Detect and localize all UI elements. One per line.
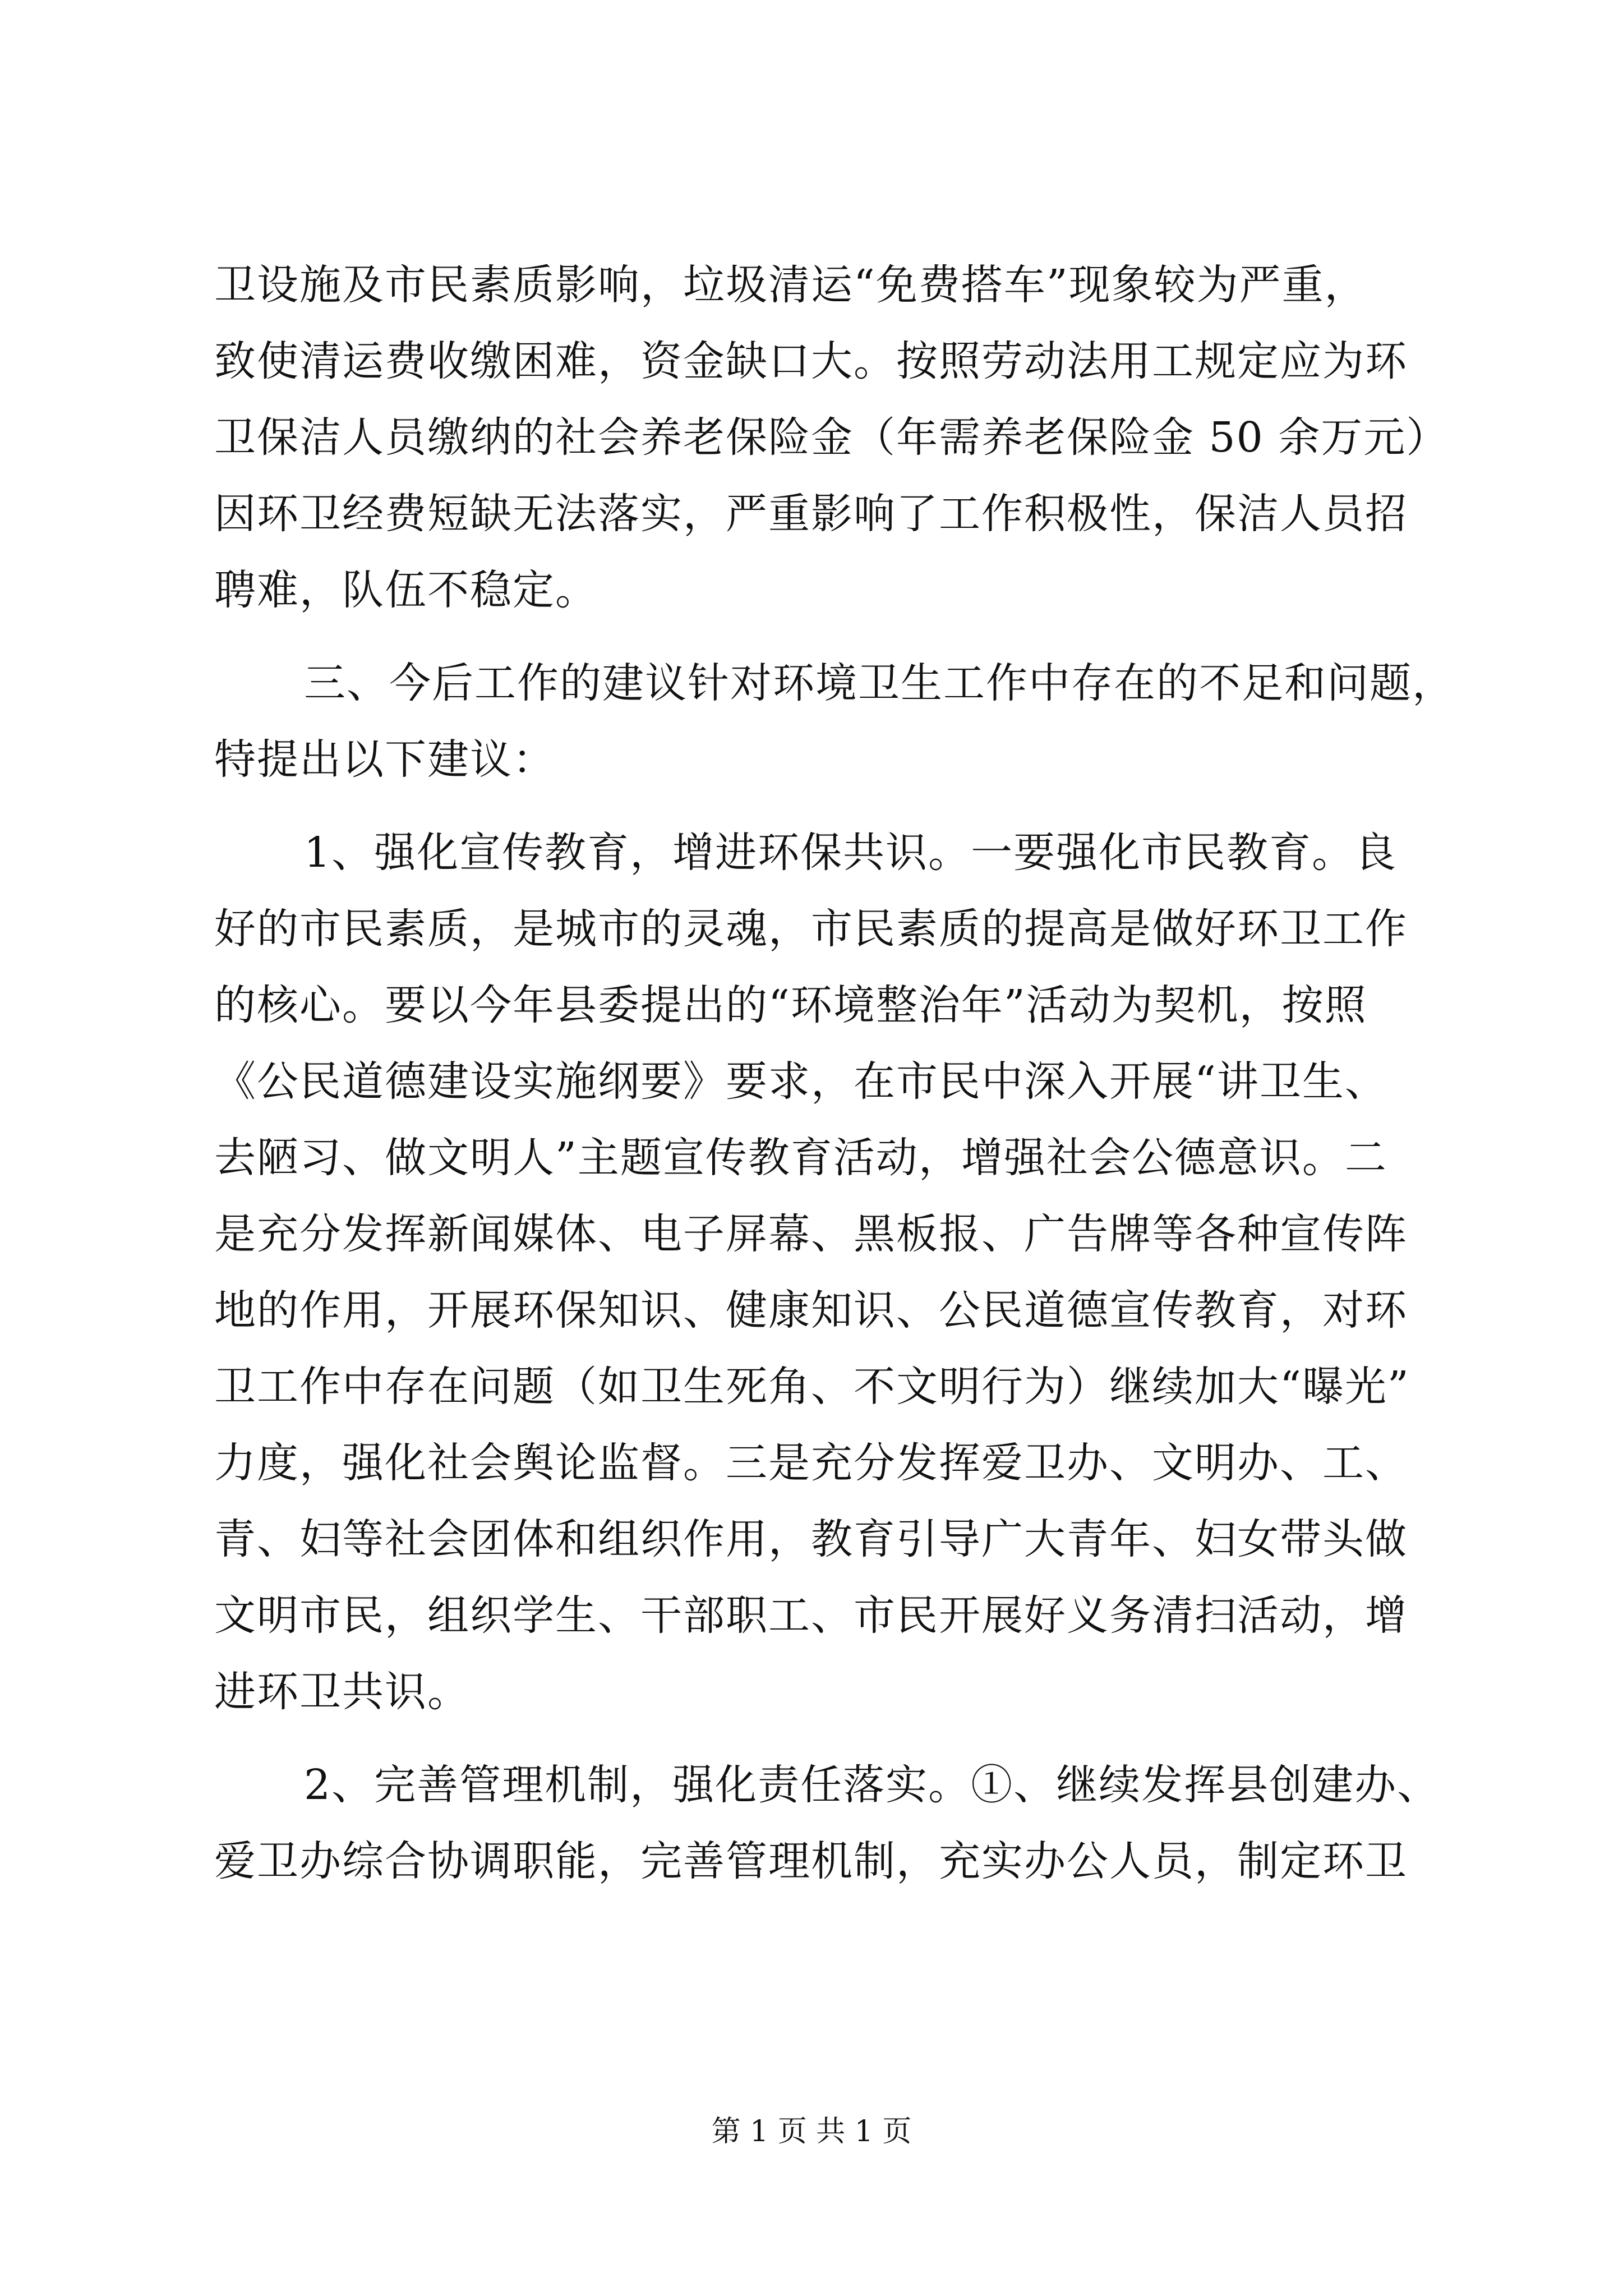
text-line: 去陋习、做文明人”主题宣传教育活动，增强社会公德意识。二 bbox=[214, 1134, 1387, 1182]
text-line: 的核心。要以今年县委提出的“环境整治年”活动为契机，按照 bbox=[214, 981, 1367, 1029]
text-line: 因环卫经费短缺无法落实，严重影响了工作积极性，保洁人员招 bbox=[214, 490, 1408, 538]
text-line: 好的市民素质，是城市的灵魂，市民素质的提高是做好环卫工作 bbox=[214, 905, 1408, 953]
text-line: 致使清运费收缴困难，资金缺口大。按照劳动法用工规定应为环 bbox=[214, 337, 1408, 385]
text-line: 文明市民，组织学生、干部职工、市民开展好义务清扫活动，增 bbox=[214, 1591, 1408, 1640]
text-line: 卫设施及市民素质影响，垃圾清运“免费搭车”现象较为严重， bbox=[214, 261, 1367, 309]
text-line: 三、今后工作的建议针对环境卫生工作中存在的不足和问题， bbox=[304, 659, 1455, 707]
text-line: 《公民道德建设实施纲要》要求，在市民中深入开展“讲卫生、 bbox=[214, 1057, 1387, 1106]
text-line: 力度，强化社会舆论监督。三是充分发挥爱卫办、文明办、工、 bbox=[214, 1439, 1408, 1487]
text-line: 爱卫办综合协调职能，完善管理机制，充实办公人员，制定环卫 bbox=[214, 1837, 1408, 1885]
page-number-footer: 第 1 页 共 1 页 bbox=[711, 2115, 912, 2148]
text-line: 特提出以下建议： bbox=[214, 735, 555, 784]
text-line: 卫保洁人员缴纳的社会养老保险金（年需养老保险金 50 余万元） bbox=[214, 413, 1449, 462]
text-line: 聘难，队伍不稳定。 bbox=[214, 566, 598, 614]
text-line: 进环卫共识。 bbox=[214, 1668, 470, 1716]
text-line: 卫工作中存在问题（如卫生死角、不文明行为）继续加大“曝光” bbox=[214, 1363, 1410, 1411]
text-line: 青、妇等社会团体和组织作用，教育引导广大青年、妇女带头做 bbox=[214, 1515, 1408, 1563]
text-line: 2、完善管理机制，强化责任落实。①、继续发挥县创建办、 bbox=[304, 1761, 1440, 1809]
body-text bbox=[214, 247, 1455, 1899]
text-line: 是充分发挥新闻媒体、电子屏幕、黑板报、广告牌等各种宣传阵 bbox=[214, 1210, 1408, 1258]
text-line: 1、强化宣传教育，增进环保共识。一要强化市民教育。良 bbox=[304, 829, 1398, 877]
text-line: 地的作用，开展环保知识、健康知识、公民道德宣传教育，对环 bbox=[214, 1286, 1408, 1335]
